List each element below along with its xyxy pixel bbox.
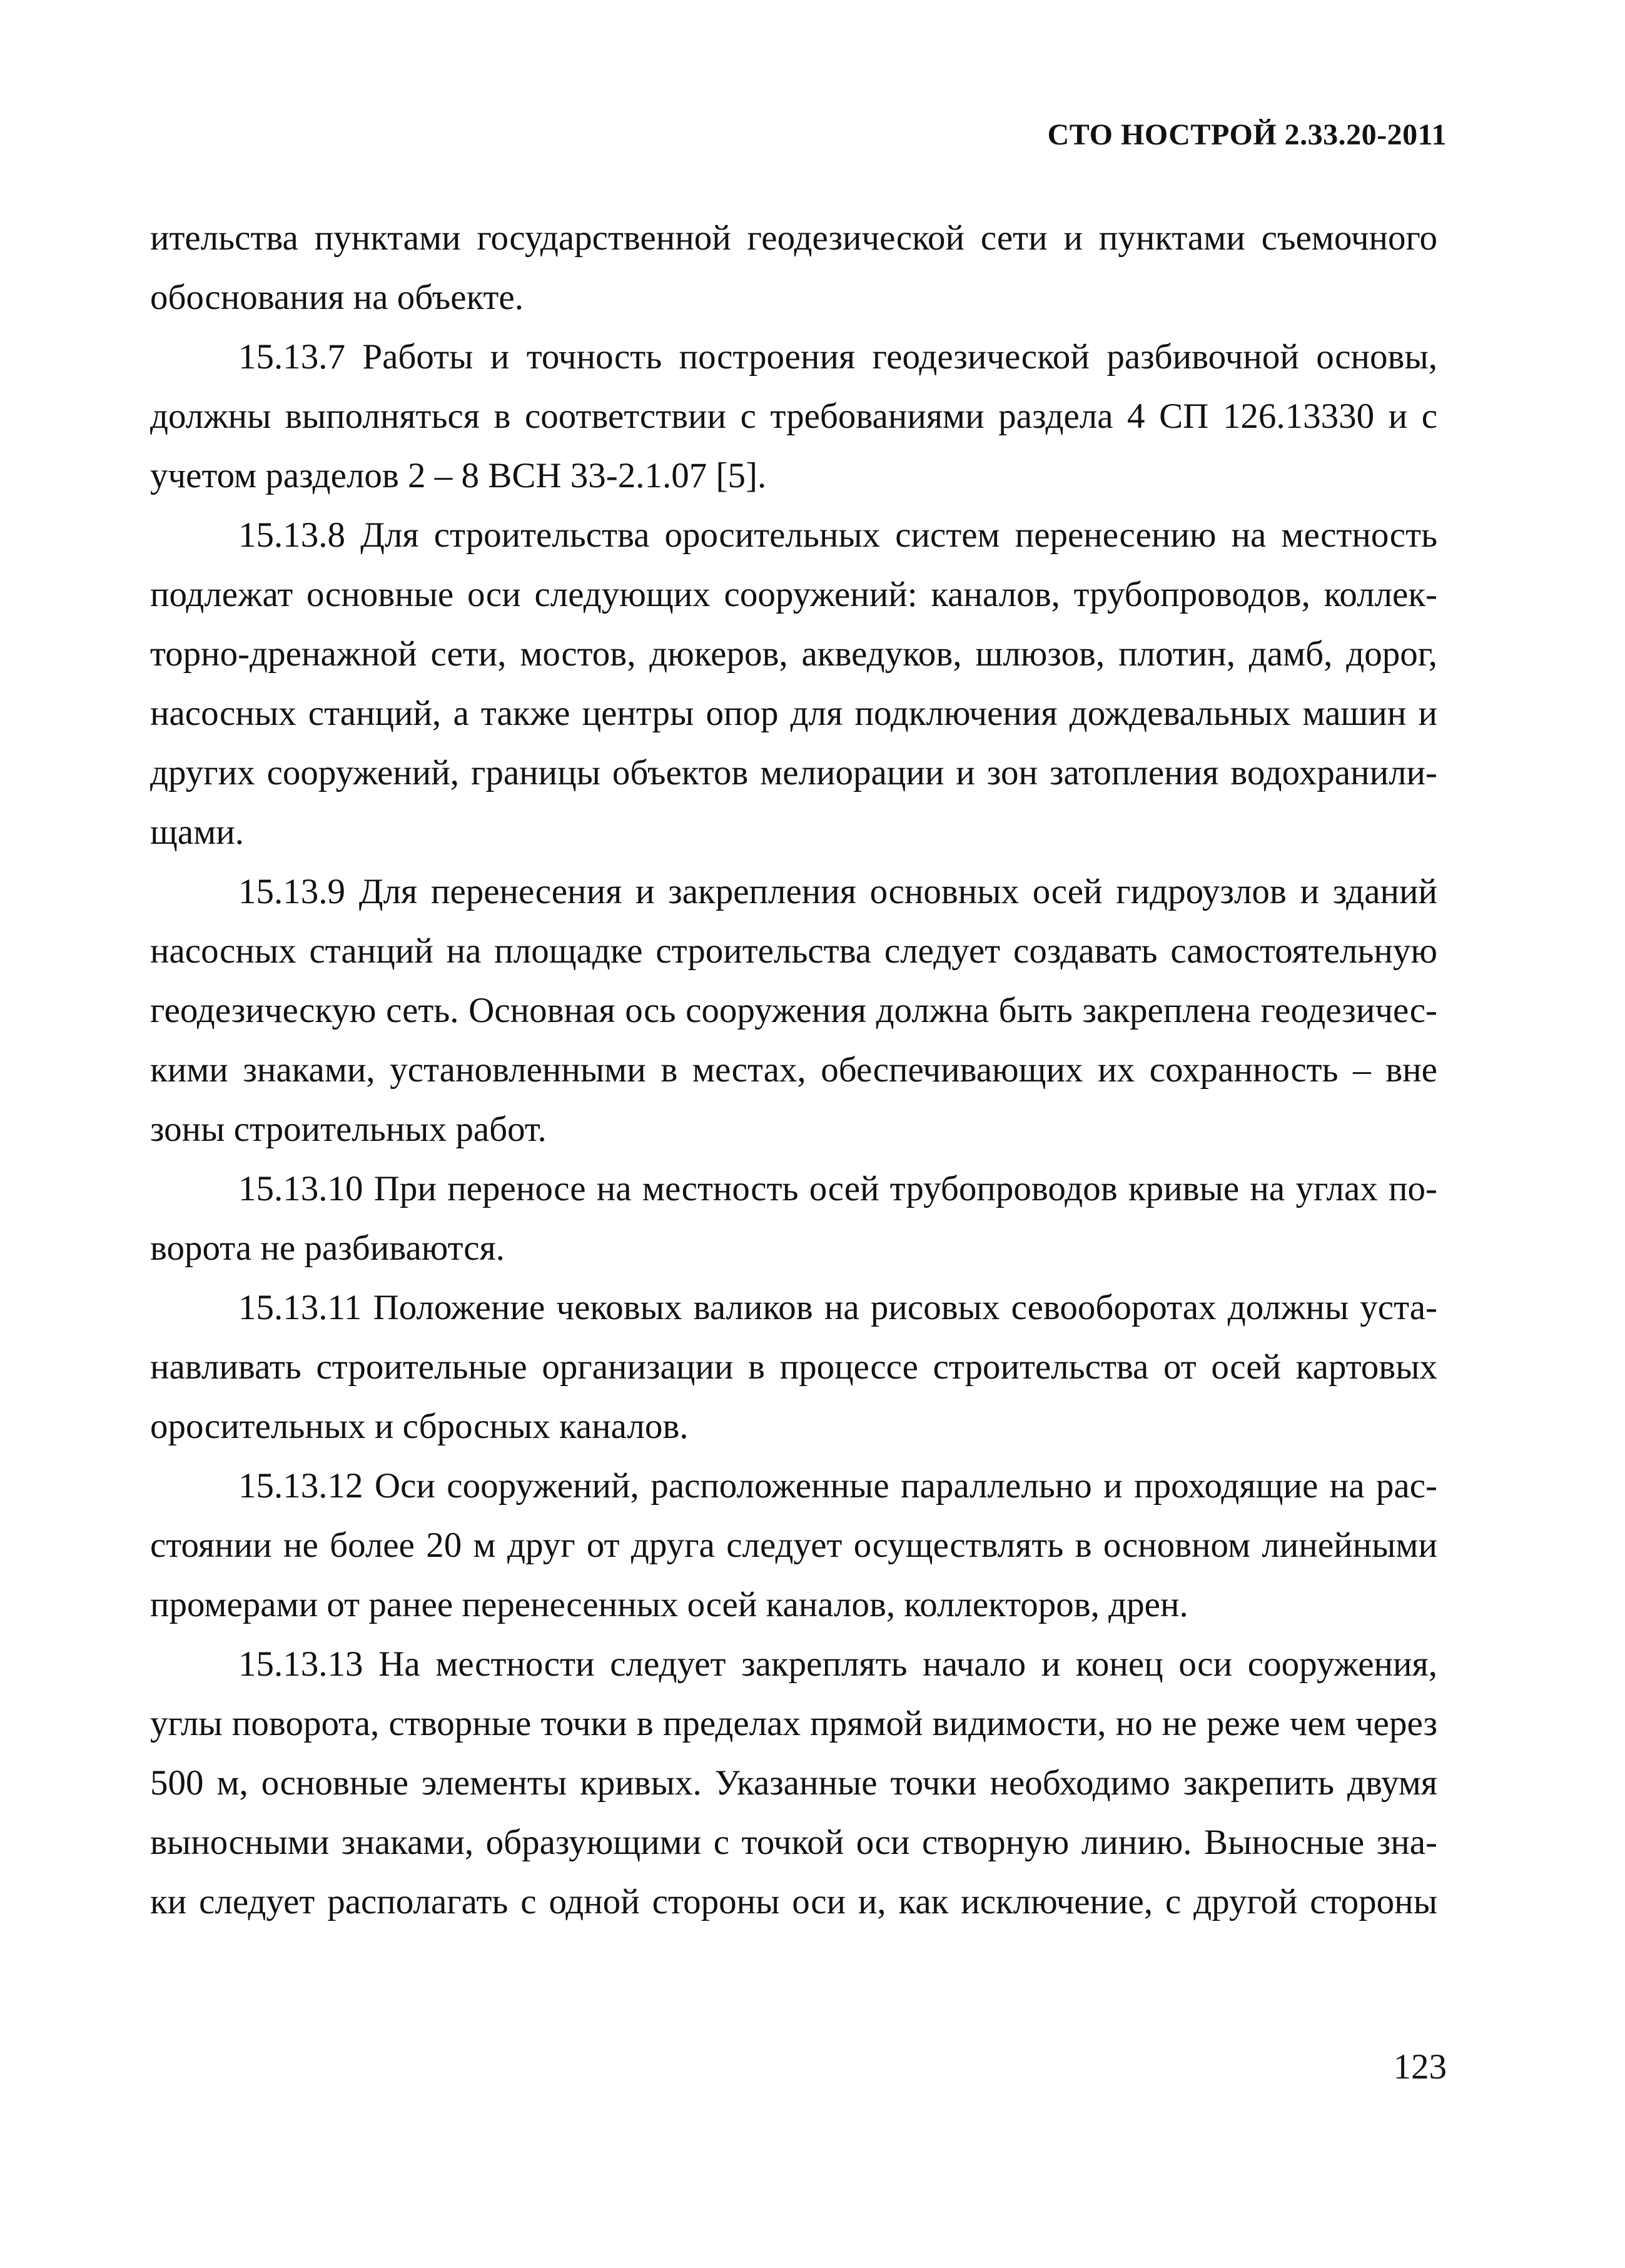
text-line: насосных станций, а также центры опор для подключения дождевальных машин и	[150, 694, 1437, 733]
paragraph-first-line: 15.13.12 Оси сооружений, расположенные параллельно и проходящие на рас-	[238, 1466, 1437, 1506]
text-line: навливать строительные организации в процессе строительства от осей картовых	[150, 1347, 1437, 1387]
text-line: торно-дренажной сети, мостов, дюкеров, акведуков, шлюзов, плотин, дамб, дорог,	[150, 634, 1437, 674]
text-line: 500 м, основные элементы кривых. Указанные точки необходимо закрепить двумя	[150, 1763, 1437, 1803]
document-code-header: СТО НОСТРОЙ 2.33.20-2011	[1047, 118, 1447, 151]
text-line: учетом разделов 2 – 8 ВСН 33-2.1.07 [5].	[150, 456, 767, 495]
paragraph-first-line: 15.13.13 На местности следует закреплять начало и конец оси сооружения,	[238, 1644, 1437, 1684]
text-line: зоны строительных работ.	[150, 1110, 547, 1149]
text-line: обоснования на объекте.	[150, 278, 524, 317]
text-line: других сооружений, границы объектов мелиорации и зон затопления водохранили-	[150, 753, 1437, 792]
text-line: должны выполняться в соответствии с требованиями раздела 4 СП 126.13330 и с	[150, 397, 1437, 436]
page-number: 123	[1393, 2047, 1447, 2087]
text-line: выносными знаками, образующими с точкой оси створную линию. Выносные зна-	[150, 1823, 1437, 1862]
text-line: углы поворота, створные точки в пределах прямой видимости, но не реже чем через	[150, 1704, 1437, 1743]
text-line: ительства пунктами государственной геодезической сети и пунктами съемочного	[150, 218, 1437, 258]
text-line: подлежат основные оси следующих сооружений: каналов, трубопроводов, коллек-	[150, 575, 1437, 614]
paragraph-first-line: 15.13.11 Положение чековых валиков на рисовых севооборотах должны уста-	[238, 1288, 1437, 1327]
text-line: геодезическую сеть. Основная ось сооружения должна быть закреплена геодезичес-	[150, 991, 1437, 1030]
text-line: оросительных и сбросных каналов.	[150, 1407, 689, 1446]
text-line: ворота не разбиваются.	[150, 1228, 505, 1268]
paragraph-first-line: 15.13.7 Работы и точность построения геодезической разбивочной основы,	[238, 337, 1437, 377]
page-body-text	[150, 208, 1437, 1931]
text-line: ки следует располагать с одной стороны оси и, как исключение, с другой стороны	[150, 1882, 1437, 1921]
text-line: щами.	[150, 813, 245, 852]
paragraph-first-line: 15.13.10 При переносе на местность осей трубопроводов кривые на углах по-	[238, 1169, 1437, 1208]
paragraph-first-line: 15.13.8 Для строительства оросительных систем перенесению на местность	[238, 515, 1437, 555]
text-line: стоянии не более 20 м друг от друга следует осуществлять в основном линейными	[150, 1526, 1437, 1565]
paragraph-first-line: 15.13.9 Для перенесения и закрепления основных осей гидроузлов и зданий	[238, 872, 1437, 911]
text-line: насосных станций на площадке строительства следует создавать самостоятельную	[150, 931, 1437, 971]
text-line: кими знаками, установленными в местах, обеспечивающих их сохранность – вне	[150, 1050, 1437, 1090]
text-line: промерами от ранее перенесенных осей каналов, коллекторов, дрен.	[150, 1585, 1188, 1624]
